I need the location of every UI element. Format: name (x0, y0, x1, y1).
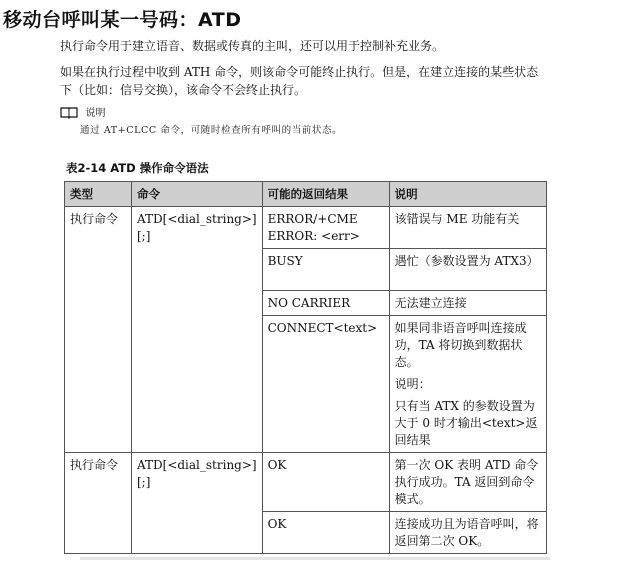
note-block (60, 104, 106, 122)
result-cell: BUSY (262, 249, 389, 291)
header-command: 命令 (132, 182, 263, 207)
header-description: 说明 (389, 182, 546, 207)
table-row (65, 453, 547, 512)
result-cell: CONNECT<text> (262, 316, 389, 453)
description-cell: 遇忙（参数设置为 ATX3） (389, 249, 546, 291)
description-cell: 该错误与 ME 功能有关 (389, 207, 546, 249)
type-cell: 执行命令 (65, 453, 132, 554)
note-title: 说明 (85, 108, 106, 119)
description-cell: 连接成功且为语音呼叫，将返回第二次 OK。 (389, 512, 546, 554)
description-note-text: 只有当 ATX 的参数设置为大于 0 时才输出<text>返回结果 (394, 399, 538, 447)
book-icon (60, 106, 78, 122)
type-cell: 执行命令 (65, 207, 132, 453)
result-cell: ERROR/+CME ERROR: <err> (262, 207, 389, 249)
section-heading: 移动台呼叫某一号码：ATD (3, 9, 242, 31)
result-cell: OK (262, 453, 389, 512)
header-type: 类型 (65, 182, 132, 207)
description-cell (389, 316, 546, 453)
table-row (65, 207, 547, 249)
note-text: 通过 AT+CLCC 命令，可随时检查所有呼叫的当前状态。 (80, 125, 343, 136)
page-bottom-rule (80, 557, 550, 560)
atd-syntax-table (64, 181, 547, 554)
description-note-label: 说明： (394, 377, 431, 391)
behavior-paragraph: 如果在执行过程中收到 ATH 命令，则该命令可能终止执行。但是，在建立连接的某些状态下（比如：信号交换），该命令不会终止执行。 (60, 65, 539, 97)
description-cell: 第一次 OK 表明 ATD 命令执行成功。TA 返回到命令模式。 (389, 453, 546, 512)
description-paragraph: 执行命令用于建立语音、数据或传真的主叫，还可以用于控制补充业务。 (60, 39, 445, 53)
result-cell: OK (262, 512, 389, 554)
command-cell: ATD[<dial_string>][;] (132, 453, 263, 554)
table-caption: 表2-14 ATD 操作命令语法 (66, 161, 209, 175)
header-result: 可能的返回结果 (262, 182, 389, 207)
description-cell: 无法建立连接 (389, 291, 546, 316)
command-cell: ATD[<dial_string>][;] (132, 207, 263, 453)
description-text: 如果同非语音呼叫连接成功，TA 将切换到数据状态。 (394, 321, 527, 369)
table-header-row (65, 182, 547, 207)
result-cell: NO CARRIER (262, 291, 389, 316)
